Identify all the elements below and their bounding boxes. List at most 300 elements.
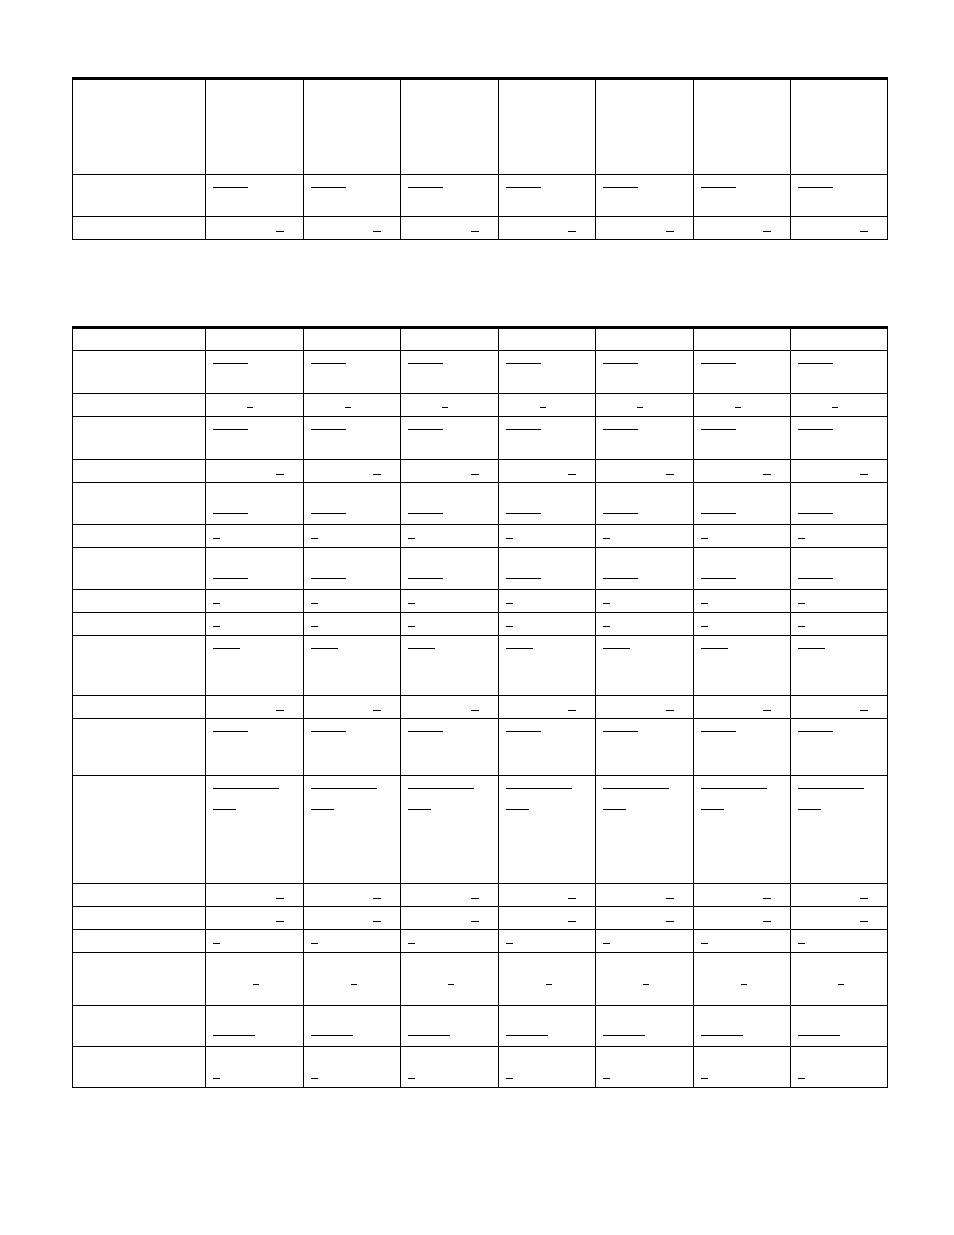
value-cell <box>595 329 693 350</box>
blank-line <box>546 984 552 985</box>
blank-line <box>701 513 736 514</box>
value-cell <box>595 460 693 482</box>
value-cell <box>595 351 693 393</box>
table-row <box>73 883 887 906</box>
blank-line <box>603 538 610 539</box>
value-cell <box>790 636 887 695</box>
blank-line <box>603 429 638 430</box>
value-cell <box>205 329 303 350</box>
table-row <box>73 718 887 775</box>
value-cell <box>498 394 596 416</box>
blank-line <box>798 648 825 649</box>
value-cell <box>303 548 401 589</box>
value-cell <box>303 525 401 547</box>
value-cell <box>205 590 303 612</box>
blank-line <box>311 626 318 627</box>
blank-line <box>603 626 610 627</box>
blank-line <box>311 809 334 810</box>
value-cell <box>400 483 498 524</box>
blank-line <box>311 648 338 649</box>
value-cell <box>205 930 303 952</box>
row-label-cell <box>73 636 205 695</box>
value-cell <box>205 351 303 393</box>
row-label-cell <box>73 1006 205 1046</box>
blank-line <box>643 984 649 985</box>
blank-line <box>860 474 868 475</box>
table-row <box>73 482 887 524</box>
row-label-cell <box>73 548 205 589</box>
blank-line <box>701 1035 743 1036</box>
value-cell <box>303 80 401 174</box>
row-label-cell <box>73 907 205 929</box>
blank-line <box>408 1078 415 1079</box>
row-label-cell <box>73 329 205 350</box>
value-cell <box>205 696 303 718</box>
value-cell <box>498 417 596 459</box>
table-row <box>73 329 887 350</box>
blank-line <box>701 788 767 789</box>
blank-line <box>506 513 541 514</box>
value-cell <box>595 613 693 635</box>
value-cell <box>498 776 596 883</box>
blank-line <box>568 474 576 475</box>
blank-line <box>213 578 248 579</box>
value-cell <box>595 776 693 883</box>
blank-line <box>471 921 479 922</box>
row-label-cell <box>73 460 205 482</box>
row-label-cell <box>73 696 205 718</box>
value-cell <box>693 548 791 589</box>
value-cell <box>205 884 303 906</box>
value-cell <box>595 636 693 695</box>
blank-line <box>666 898 674 899</box>
value-cell <box>303 636 401 695</box>
value-cell <box>790 884 887 906</box>
value-cell <box>303 483 401 524</box>
blank-line <box>408 788 474 789</box>
blank-line <box>471 898 479 899</box>
value-cell <box>205 417 303 459</box>
blank-line <box>506 809 529 810</box>
value-cell <box>303 1006 401 1046</box>
blank-line <box>763 231 771 232</box>
value-cell <box>400 394 498 416</box>
blank-line <box>276 710 284 711</box>
row-label-cell <box>73 719 205 775</box>
value-cell <box>693 483 791 524</box>
value-cell <box>303 696 401 718</box>
value-cell <box>400 776 498 883</box>
value-cell <box>790 719 887 775</box>
value-cell <box>790 417 887 459</box>
blank-line <box>763 898 771 899</box>
blank-line <box>701 809 724 810</box>
value-cell <box>595 907 693 929</box>
blank-line <box>838 984 844 985</box>
blank-line <box>798 626 805 627</box>
value-cell <box>693 719 791 775</box>
blank-line <box>311 731 346 732</box>
blank-line <box>373 474 381 475</box>
blank-line <box>373 898 381 899</box>
value-cell <box>303 351 401 393</box>
blank-line <box>701 648 728 649</box>
value-cell <box>303 884 401 906</box>
blank-line <box>408 943 415 944</box>
value-cell <box>303 175 401 216</box>
blank-line <box>860 921 868 922</box>
value-cell <box>205 1047 303 1087</box>
table-row <box>73 929 887 952</box>
value-cell <box>595 696 693 718</box>
value-cell <box>790 1006 887 1046</box>
blank-line <box>213 363 248 364</box>
value-cell <box>595 417 693 459</box>
form-table-2 <box>72 326 888 1088</box>
blank-line <box>408 626 415 627</box>
value-cell <box>498 907 596 929</box>
value-cell <box>595 525 693 547</box>
blank-line <box>701 187 736 188</box>
value-cell <box>693 329 791 350</box>
value-cell <box>205 548 303 589</box>
value-cell <box>205 525 303 547</box>
value-cell <box>498 351 596 393</box>
value-cell <box>303 613 401 635</box>
value-cell <box>400 613 498 635</box>
blank-line <box>603 363 638 364</box>
blank-line <box>213 809 236 810</box>
blank-line <box>568 710 576 711</box>
blank-line <box>603 943 610 944</box>
value-cell <box>693 884 791 906</box>
value-cell <box>303 329 401 350</box>
table-row <box>73 80 887 174</box>
value-cell <box>400 217 498 239</box>
value-cell <box>498 636 596 695</box>
blank-line <box>506 1078 513 1079</box>
blank-line <box>373 921 381 922</box>
value-cell <box>790 590 887 612</box>
row-label-cell <box>73 217 205 239</box>
value-cell <box>400 1047 498 1087</box>
value-cell <box>790 329 887 350</box>
table-row <box>73 524 887 547</box>
table-row <box>73 416 887 459</box>
blank-line <box>603 788 669 789</box>
value-cell <box>205 394 303 416</box>
value-cell <box>595 1047 693 1087</box>
blank-line <box>666 231 674 232</box>
value-cell <box>693 953 791 1005</box>
blank-line <box>408 363 443 364</box>
table-row <box>73 216 887 239</box>
value-cell <box>303 776 401 883</box>
value-cell <box>400 351 498 393</box>
value-cell <box>498 696 596 718</box>
value-cell <box>303 217 401 239</box>
value-cell <box>400 80 498 174</box>
blank-line <box>506 429 541 430</box>
value-cell <box>693 351 791 393</box>
blank-line <box>448 984 454 985</box>
value-cell <box>693 776 791 883</box>
blank-line <box>798 943 805 944</box>
blank-line <box>568 231 576 232</box>
blank-line <box>701 538 708 539</box>
blank-line <box>213 187 248 188</box>
blank-line <box>506 626 513 627</box>
blank-line <box>540 407 546 408</box>
table-row <box>73 635 887 695</box>
value-cell <box>205 217 303 239</box>
value-cell <box>400 590 498 612</box>
value-cell <box>400 636 498 695</box>
value-cell <box>205 907 303 929</box>
value-cell <box>790 525 887 547</box>
value-cell <box>693 590 791 612</box>
blank-line <box>666 474 674 475</box>
blank-line <box>408 513 443 514</box>
row-label-cell <box>73 175 205 216</box>
table-body <box>72 80 888 240</box>
value-cell <box>790 80 887 174</box>
blank-line <box>247 407 253 408</box>
value-cell <box>790 776 887 883</box>
blank-line <box>603 1035 645 1036</box>
blank-line <box>666 710 674 711</box>
row-label-cell <box>73 884 205 906</box>
blank-line <box>311 603 318 604</box>
table-row <box>73 547 887 589</box>
blank-line <box>860 231 868 232</box>
table-row <box>73 952 887 1005</box>
blank-line <box>213 731 248 732</box>
value-cell <box>400 953 498 1005</box>
value-cell <box>595 719 693 775</box>
table-row <box>73 589 887 612</box>
value-cell <box>595 175 693 216</box>
blank-line <box>373 710 381 711</box>
value-cell <box>693 696 791 718</box>
value-cell <box>498 613 596 635</box>
value-cell <box>400 460 498 482</box>
value-cell <box>303 1047 401 1087</box>
value-cell <box>693 394 791 416</box>
value-cell <box>400 1006 498 1046</box>
blank-line <box>603 809 626 810</box>
value-cell <box>498 483 596 524</box>
blank-line <box>408 809 431 810</box>
value-cell <box>693 460 791 482</box>
form-table-1 <box>72 77 888 240</box>
value-cell <box>693 80 791 174</box>
blank-line <box>213 943 220 944</box>
blank-line <box>603 187 638 188</box>
value-cell <box>790 930 887 952</box>
value-cell <box>693 217 791 239</box>
blank-line <box>763 474 771 475</box>
blank-line <box>408 1035 450 1036</box>
value-cell <box>303 590 401 612</box>
blank-line <box>345 407 351 408</box>
value-cell <box>498 525 596 547</box>
blank-line <box>408 538 415 539</box>
value-cell <box>498 719 596 775</box>
value-cell <box>595 590 693 612</box>
value-cell <box>205 719 303 775</box>
blank-line <box>603 648 630 649</box>
value-cell <box>498 217 596 239</box>
blank-line <box>506 943 513 944</box>
blank-line <box>506 578 541 579</box>
blank-line <box>798 1035 840 1036</box>
value-cell <box>790 907 887 929</box>
blank-line <box>506 603 513 604</box>
value-cell <box>400 907 498 929</box>
blank-line <box>506 788 572 789</box>
blank-line <box>213 1078 220 1079</box>
value-cell <box>790 394 887 416</box>
blank-line <box>311 1035 353 1036</box>
value-cell <box>303 719 401 775</box>
blank-line <box>471 231 479 232</box>
blank-line <box>253 984 259 985</box>
value-cell <box>303 394 401 416</box>
value-cell <box>693 613 791 635</box>
value-cell <box>790 351 887 393</box>
value-cell <box>790 460 887 482</box>
value-cell <box>303 417 401 459</box>
blank-line <box>311 513 346 514</box>
blank-line <box>798 603 805 604</box>
value-cell <box>498 590 596 612</box>
blank-line <box>506 538 513 539</box>
value-cell <box>205 1006 303 1046</box>
table-body <box>72 329 888 1088</box>
value-cell <box>205 953 303 1005</box>
value-cell <box>400 175 498 216</box>
value-cell <box>303 460 401 482</box>
value-cell <box>498 175 596 216</box>
value-cell <box>303 907 401 929</box>
value-cell <box>303 953 401 1005</box>
blank-line <box>471 474 479 475</box>
blank-line <box>276 921 284 922</box>
value-cell <box>400 525 498 547</box>
blank-line <box>860 710 868 711</box>
value-cell <box>693 1047 791 1087</box>
blank-line <box>276 231 284 232</box>
value-cell <box>400 417 498 459</box>
blank-line <box>311 578 346 579</box>
value-cell <box>400 719 498 775</box>
blank-line <box>311 943 318 944</box>
blank-line <box>213 788 279 789</box>
blank-line <box>701 943 708 944</box>
value-cell <box>498 80 596 174</box>
blank-line <box>408 187 443 188</box>
blank-line <box>666 921 674 922</box>
row-label-cell <box>73 351 205 393</box>
blank-line <box>276 898 284 899</box>
blank-line <box>798 1078 805 1079</box>
value-cell <box>790 483 887 524</box>
value-cell <box>205 460 303 482</box>
blank-line <box>798 788 864 789</box>
value-cell <box>595 884 693 906</box>
value-cell <box>595 394 693 416</box>
table-row <box>73 775 887 883</box>
blank-line <box>506 731 541 732</box>
value-cell <box>400 884 498 906</box>
row-label-cell <box>73 590 205 612</box>
value-cell <box>790 548 887 589</box>
table-row <box>73 695 887 718</box>
table-row <box>73 459 887 482</box>
blank-line <box>568 921 576 922</box>
blank-line <box>798 578 833 579</box>
value-cell <box>400 329 498 350</box>
value-cell <box>498 548 596 589</box>
blank-line <box>701 363 736 364</box>
value-cell <box>400 930 498 952</box>
value-cell <box>400 548 498 589</box>
value-cell <box>693 636 791 695</box>
blank-line <box>637 407 643 408</box>
value-cell <box>790 175 887 216</box>
blank-line <box>471 710 479 711</box>
blank-line <box>276 474 284 475</box>
value-cell <box>595 953 693 1005</box>
blank-line <box>701 603 708 604</box>
blank-line <box>832 407 838 408</box>
value-cell <box>498 884 596 906</box>
blank-line <box>741 984 747 985</box>
blank-line <box>603 603 610 604</box>
blank-line <box>603 731 638 732</box>
blank-line <box>213 626 220 627</box>
blank-line <box>311 538 318 539</box>
blank-line <box>798 187 833 188</box>
row-label-cell <box>73 613 205 635</box>
value-cell <box>498 953 596 1005</box>
blank-line <box>311 429 346 430</box>
table-row <box>73 1005 887 1046</box>
blank-line <box>798 513 833 514</box>
value-cell <box>595 483 693 524</box>
blank-line <box>408 731 443 732</box>
blank-line <box>763 921 771 922</box>
blank-line <box>798 731 833 732</box>
table-row <box>73 174 887 216</box>
blank-line <box>798 809 821 810</box>
blank-line <box>408 603 415 604</box>
value-cell <box>205 483 303 524</box>
row-label-cell <box>73 525 205 547</box>
row-label-cell <box>73 1047 205 1087</box>
value-cell <box>205 776 303 883</box>
row-label-cell <box>73 483 205 524</box>
blank-line <box>311 788 377 789</box>
value-cell <box>205 80 303 174</box>
blank-line <box>311 187 346 188</box>
value-cell <box>790 696 887 718</box>
value-cell <box>790 953 887 1005</box>
table-row <box>73 906 887 929</box>
value-cell <box>595 930 693 952</box>
blank-line <box>213 429 248 430</box>
